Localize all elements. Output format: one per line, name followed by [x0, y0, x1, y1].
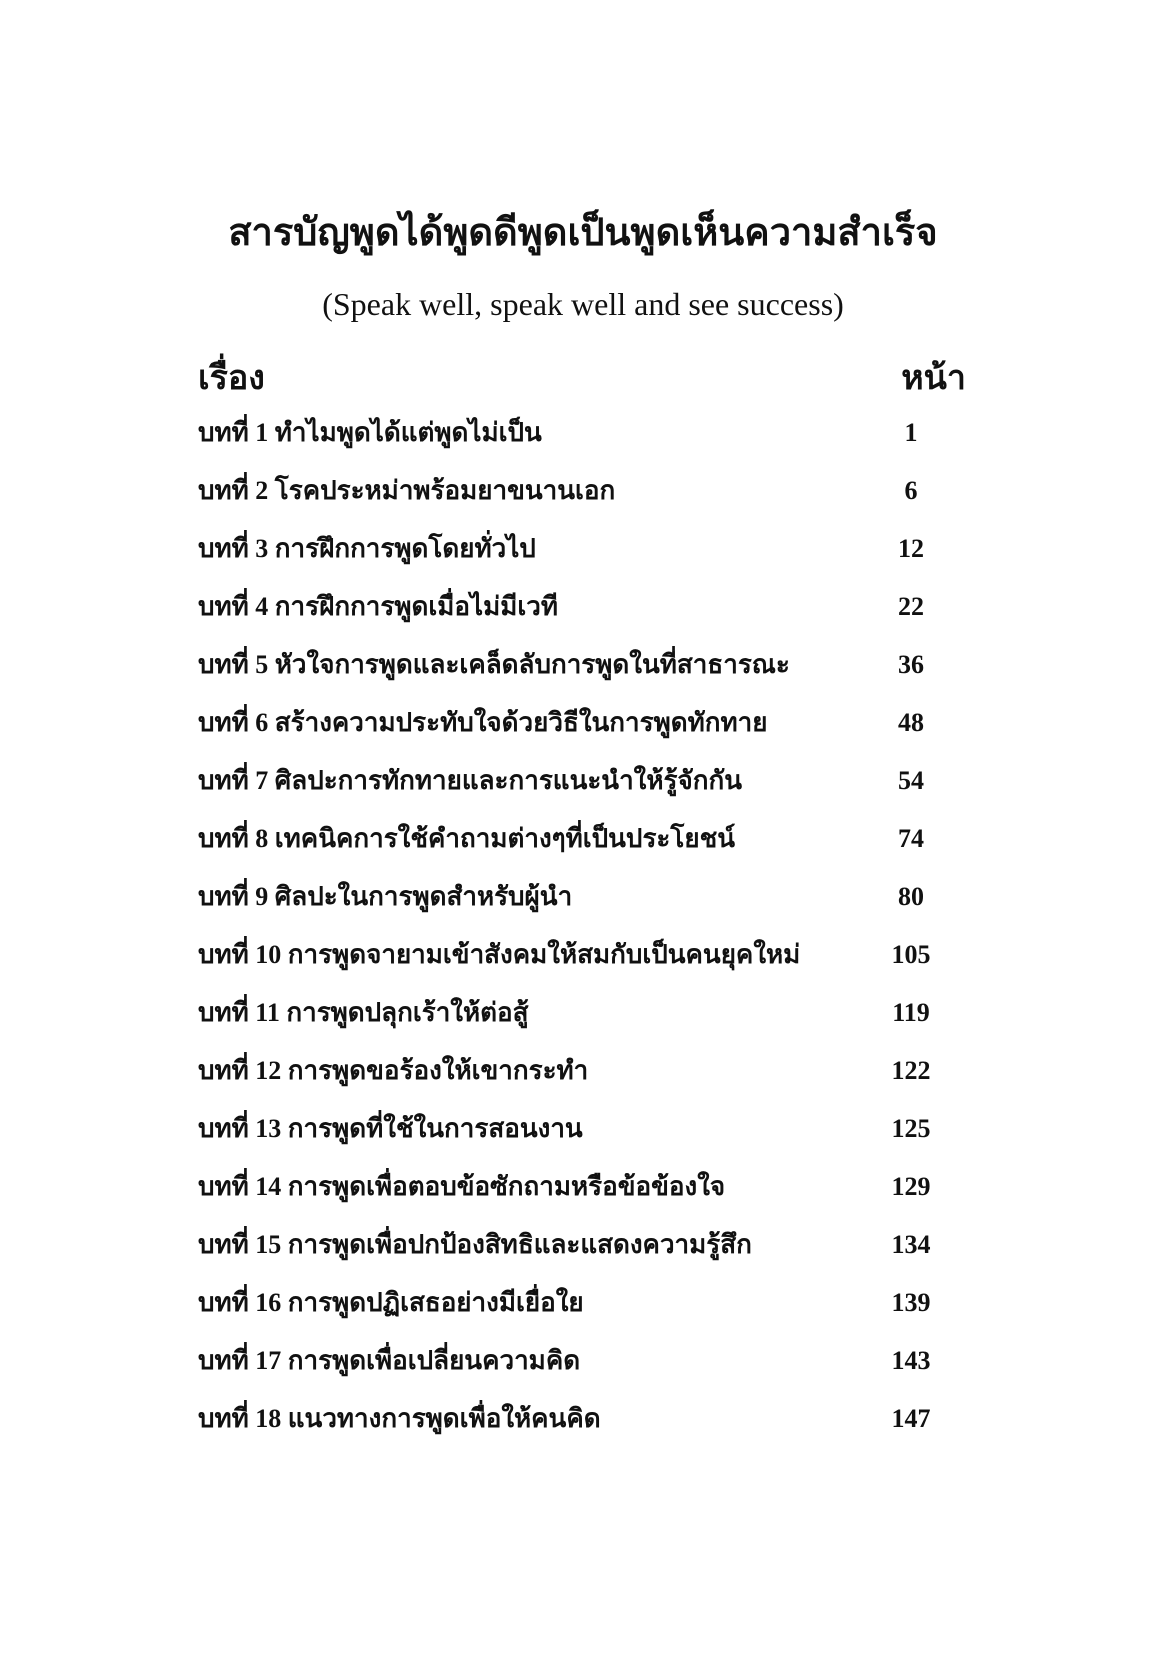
toc-entry-page: 12	[898, 534, 924, 563]
toc-entry-page: 139	[891, 1288, 931, 1317]
toc-entry-title: บทที่ 16 การพูดปฏิเสธอย่างมีเยื่อใย	[198, 1288, 584, 1317]
toc-entry	[198, 703, 968, 761]
toc-entry	[198, 645, 968, 703]
toc-entry	[198, 877, 968, 935]
toc-entry-page: 1	[904, 418, 918, 447]
toc-entry-page: 147	[891, 1404, 931, 1433]
toc-entry-title: บทที่ 15 การพูดเพื่อปกป้องสิทธิและแสดงความรู้สึก	[198, 1230, 752, 1259]
page-title: สารบัญพูดได้พูดดีพูดเป็นพูดเห็นความสำเร็จ	[228, 212, 938, 254]
toc-header	[198, 350, 966, 400]
toc-entry	[198, 1109, 968, 1167]
toc-entry-page: 143	[891, 1346, 931, 1375]
toc-entry-title: บทที่ 10 การพูดจายามเข้าสังคมให้สมกับเป็นคนยุคใหม่	[198, 940, 801, 969]
toc-entry-page: 134	[891, 1230, 931, 1259]
page-subtitle: (Speak well, speak well and see success)	[322, 286, 844, 322]
toc-entry-page: 54	[898, 766, 924, 795]
toc-entry-title: บทที่ 13 การพูดที่ใช้ในการสอนงาน	[198, 1114, 583, 1143]
toc-entry-title: บทที่ 12 การพูดขอร้องให้เขากระทำ	[198, 1056, 589, 1085]
toc-entry-page: 105	[891, 940, 931, 969]
toc-entry-title: บทที่ 3 การฝึกการพูดโดยทั่วไป	[198, 534, 536, 563]
toc-entry-title: บทที่ 9 ศิลปะในการพูดสำหรับผู้นำ	[198, 882, 573, 911]
toc-entry	[198, 1399, 968, 1457]
toc-entry	[198, 1283, 968, 1341]
toc-entry	[198, 1341, 968, 1399]
toc-entry	[198, 819, 968, 877]
toc-entry-title: บทที่ 2 โรคประหม่าพร้อมยาขนานเอก	[198, 476, 616, 505]
toc-entry	[198, 993, 968, 1051]
toc-entry	[198, 1167, 968, 1225]
toc-entry	[198, 471, 968, 529]
toc-entry-page: 122	[891, 1056, 931, 1085]
toc-entry-page: 36	[898, 650, 924, 679]
toc-entry-page: 48	[898, 708, 924, 737]
toc-entry	[198, 761, 968, 819]
toc-entry-title: บทที่ 1 ทำไมพูดได้แต่พูดไม่เป็น	[198, 418, 542, 447]
toc-header-page: หน้า	[901, 360, 966, 397]
toc-entry-page: 119	[892, 998, 930, 1027]
toc-entry	[198, 935, 968, 993]
toc-entry-title: บทที่ 5 หัวใจการพูดและเคล็ดลับการพูดในที่สาธารณะ	[198, 650, 790, 679]
toc-entry-title: บทที่ 6 สร้างความประทับใจด้วยวิธีในการพูดทักทาย	[198, 708, 768, 737]
toc-entry-page: 22	[898, 592, 924, 621]
toc-entry-title: บทที่ 11 การพูดปลุกเร้าให้ต่อสู้	[198, 998, 529, 1027]
toc-entry-title: บทที่ 8 เทคนิคการใช้คำถามต่างๆที่เป็นประโยชน์	[198, 824, 735, 853]
toc-entry	[198, 1051, 968, 1109]
toc-entry-page: 6	[904, 476, 918, 505]
toc-entry-title: บทที่ 17 การพูดเพื่อเปลี่ยนความคิด	[198, 1346, 581, 1375]
toc-entry	[198, 529, 968, 587]
toc-entry-page: 80	[898, 882, 924, 911]
toc-entry-page: 74	[898, 824, 924, 853]
toc-entry-title: บทที่ 7 ศิลปะการทักทายและการแนะนำให้รู้จักกัน	[198, 766, 742, 795]
toc-entry	[198, 1225, 968, 1283]
toc-entry-title: บทที่ 18 แนวทางการพูดเพื่อให้คนคิด	[198, 1404, 601, 1433]
toc-entry-title: บทที่ 14 การพูดเพื่อตอบข้อซักถามหรือข้อข้องใจ	[198, 1172, 726, 1201]
toc-entry-page: 125	[891, 1114, 931, 1143]
toc-entry-page: 129	[891, 1172, 931, 1201]
toc-entry	[198, 413, 968, 471]
toc-header-topic: เรื่อง	[198, 360, 265, 397]
toc-entry	[198, 587, 968, 645]
toc-entry-title: บทที่ 4 การฝึกการพูดเมื่อไม่มีเวที	[198, 592, 559, 621]
table-of-contents	[198, 413, 968, 1457]
